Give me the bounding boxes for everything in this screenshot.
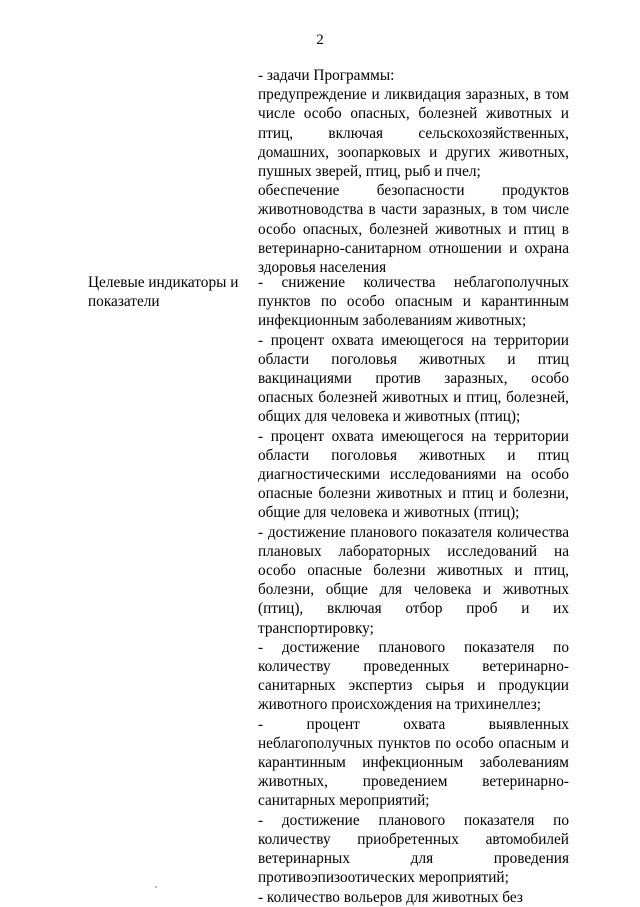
indicator-item: - достижение планового показателя по количеству приобретенных автомобилей ветеринарных для проведения противоэпизоотических мероприятий; xyxy=(258,811,569,887)
tasks-paragraph: обеспечение безопасности продуктов животноводства в части заразных, в том числе особо опасных, болезней животных и птиц в ветеринарно-санитарном отношении и охрана здоровья населения xyxy=(258,182,569,277)
program-tasks-block xyxy=(258,66,569,277)
indicator-item: - процент охвата имеющегося на территории области поголовья животных и птиц диагностическими исследованиями на особо опасные болезни животных и птиц и болезни, общие для человека и животных (птиц); xyxy=(258,427,569,522)
tasks-paragraph: предупреждение и ликвидация заразных, в том числе особо опасных, болезней животных и птиц, включая сельскохозяйственных, домашних, зоопарковых и других животных, пушных зверей, птиц, рыб и пчел; xyxy=(258,86,569,181)
indicator-item: - снижение количества неблагополучных пунктов по особо опасным и карантинным инфекционным заболеваниям животных; xyxy=(258,274,569,330)
indicator-item: - количество вольеров для животных без xyxy=(258,888,523,906)
tasks-heading: - задачи Программы: xyxy=(258,67,395,84)
indicator-item: - процент охвата выявленных неблагополучных пунктов по особо опасным и карантинным инфекционным заболеваниям животных, проведением ветеринарно-санитарных мероприятий; xyxy=(258,715,569,810)
indicator-item: - достижение планового показателя по количеству проведенных ветеринарно-санитарных экспертиз сырья и продукции животного происхождения на трихинеллез; xyxy=(258,638,569,714)
indicator-item: - процент охвата имеющегося на территории области поголовья животных и птиц вакцинациями против заразных, особо опасных болезней животных и птиц, болезней, общих для человека и животных (птиц); xyxy=(258,331,569,426)
scan-artifact xyxy=(155,886,157,888)
page-number: 2 xyxy=(316,32,324,48)
indicators-list xyxy=(258,273,569,907)
indicators-label: Целевые индикаторы и показатели xyxy=(88,274,239,311)
indicator-item: - достижение планового показателя количества плановых лабораторных исследований на особо опасные болезни животных и птиц, болезни, общие для человека и животных (птиц), включая отбор проб и их транспортировку; xyxy=(258,523,569,637)
